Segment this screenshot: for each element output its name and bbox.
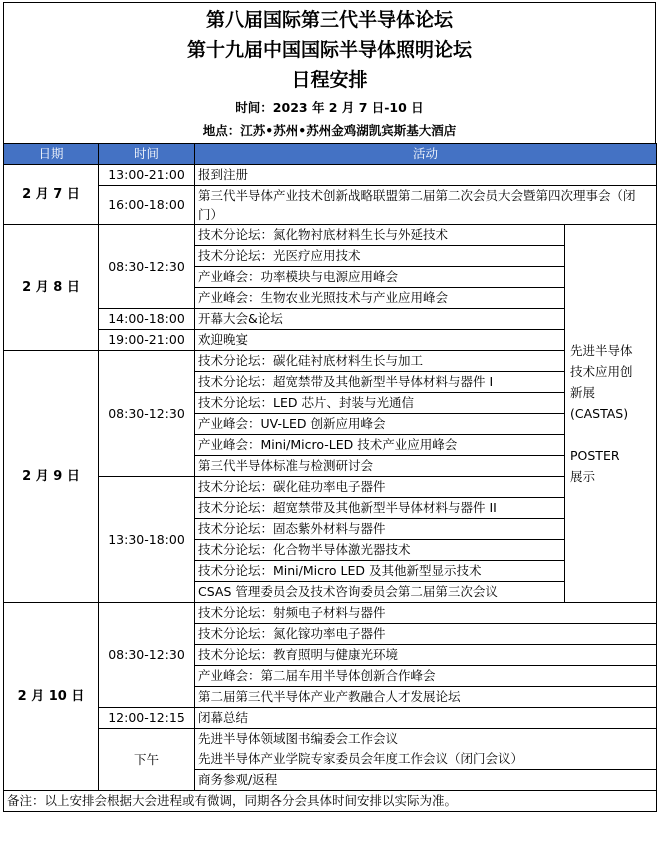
time-cell: 08:30-12:30: [99, 225, 195, 309]
date-cell: 2 月 8 日: [4, 225, 99, 351]
table-header-row: [4, 144, 657, 165]
table-row: [4, 603, 657, 624]
time-cell: 13:00-21:00: [99, 165, 195, 186]
event-place: 地点：江苏•苏州•苏州金鸡湖凯宾斯基大酒店: [202, 123, 457, 138]
event-time: 时间：2023 年 2 月 7 日-10 日: [235, 100, 424, 115]
activity-cell: 产业峰会：Mini/Micro-LED 技术产业应用峰会: [195, 435, 565, 456]
date-cell: 2 月 7 日: [4, 165, 99, 225]
activity-cell: 技术分论坛：氮化物衬底材料生长与外延技术: [195, 225, 565, 246]
exhibition-note: [565, 225, 657, 603]
time-cell: 16:00-18:00: [99, 186, 195, 225]
title-block: [3, 2, 656, 143]
col-activity-header: 活动: [195, 144, 657, 165]
title-forum-1: 第八届国际第三代半导体论坛: [205, 9, 453, 31]
table-row: [4, 309, 657, 330]
time-cell: 下午: [99, 729, 195, 791]
side-note-line: 展示: [570, 469, 596, 484]
date-cell: 2 月 10 日: [4, 603, 99, 791]
activity-cell: 技术分论坛：超宽禁带及其他新型半导体材料与器件 II: [195, 498, 565, 519]
activity-cell: 欢迎晚宴: [195, 330, 565, 351]
side-note-line: (CASTAS): [570, 406, 629, 421]
table-row: [4, 186, 657, 225]
activity-cell: 先进半导体领域图书编委会工作会议: [195, 729, 657, 750]
activity-cell: 技术分论坛：固态紫外材料与器件: [195, 519, 565, 540]
col-date-header: 日期: [4, 144, 99, 165]
table-row: [4, 477, 657, 498]
activity-cell: 先进半导体产业学院专家委员会年度工作会议（闭门会议）: [195, 749, 657, 770]
activity-cell: 第三代半导体标准与检测研讨会: [195, 456, 565, 477]
activity-cell: 产业峰会：第二届车用半导体创新合作峰会: [195, 666, 657, 687]
time-cell: 08:30-12:30: [99, 603, 195, 708]
activity-cell: 技术分论坛：Mini/Micro LED 及其他新型显示技术: [195, 561, 565, 582]
table-row: [4, 729, 657, 750]
date-cell: 2 月 9 日: [4, 351, 99, 603]
time-cell: 12:00-12:15: [99, 708, 195, 729]
activity-cell: 技术分论坛：碳化硅衬底材料生长与加工: [195, 351, 565, 372]
activity-cell: 开幕大会&论坛: [195, 309, 565, 330]
schedule-page: [3, 2, 656, 812]
activity-cell: 技术分论坛：碳化硅功率电子器件: [195, 477, 565, 498]
activity-cell: 技术分论坛：超宽禁带及其他新型半导体材料与器件 I: [195, 372, 565, 393]
activity-cell: 技术分论坛：光医疗应用技术: [195, 246, 565, 267]
side-note-line: 新展: [570, 385, 596, 400]
activity-cell: CSAS 管理委员会及技术咨询委员会第二届第三次会议: [195, 582, 565, 603]
activity-cell: 产业峰会：功率模块与电源应用峰会: [195, 267, 565, 288]
activity-cell: 技术分论坛：射频电子材料与器件: [195, 603, 657, 624]
side-note-line: 技术应用创: [570, 364, 633, 379]
activity-cell: 技术分论坛：氮化镓功率电子器件: [195, 624, 657, 645]
activity-cell: 闭幕总结: [195, 708, 657, 729]
table-row: [4, 791, 657, 812]
time-cell: 08:30-12:30: [99, 351, 195, 477]
activity-cell: 商务参观/返程: [195, 770, 657, 791]
time-cell: 19:00-21:00: [99, 330, 195, 351]
activity-cell: 报到注册: [195, 165, 657, 186]
activity-cell: 产业峰会：生物农业光照技术与产业应用峰会: [195, 288, 565, 309]
activity-cell: 产业峰会：UV-LED 创新应用峰会: [195, 414, 565, 435]
activity-cell: 技术分论坛：化合物半导体激光器技术: [195, 540, 565, 561]
schedule-table: [3, 143, 657, 812]
side-note-line: 先进半导体: [570, 343, 633, 358]
time-cell: 14:00-18:00: [99, 309, 195, 330]
table-row: [4, 225, 657, 246]
activity-cell: 第二届第三代半导体产业产教融合人才发展论坛: [195, 687, 657, 708]
col-time-header: 时间: [99, 144, 195, 165]
time-cell: 13:30-18:00: [99, 477, 195, 603]
table-row: [4, 351, 657, 372]
title-forum-2: 第十九届中国国际半导体照明论坛: [186, 39, 472, 61]
table-row: [4, 708, 657, 729]
table-row: [4, 165, 657, 186]
side-note-line: POSTER: [570, 448, 620, 463]
activity-cell: 技术分论坛：LED 芯片、封装与光通信: [195, 393, 565, 414]
title-schedule: 日程安排: [291, 69, 368, 91]
footer-note: 备注：以上安排会根据大会进程或有微调，同期各分会具体时间安排以实际为准。: [4, 791, 657, 812]
activity-cell: 第三代半导体产业技术创新战略联盟第二届第二次会员大会暨第四次理事会（闭门）: [195, 186, 657, 225]
activity-cell: 技术分论坛：教育照明与健康光环境: [195, 645, 657, 666]
table-row: [4, 330, 657, 351]
